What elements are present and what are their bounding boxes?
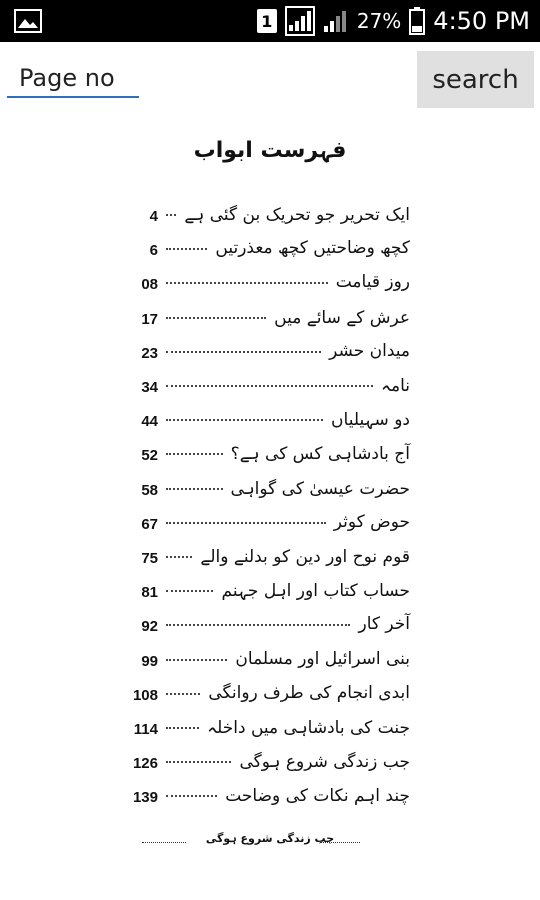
- toc-leader-dots: [166, 659, 227, 663]
- toc-entry[interactable]: [120, 683, 410, 709]
- toc-entry[interactable]: [120, 546, 410, 572]
- toc-entry[interactable]: [120, 409, 410, 435]
- toc-entry[interactable]: [120, 478, 410, 504]
- toc-leader-dots: [166, 385, 373, 389]
- toc-page-number: 52: [141, 447, 158, 465]
- toc-leader-dots: [166, 419, 323, 423]
- toc-entry[interactable]: [120, 751, 410, 777]
- toc-page-number: 92: [141, 618, 158, 636]
- toc-leader-dots: [166, 795, 217, 799]
- toc-entry-title: ابدی انجام کی طرف روانگی: [208, 682, 410, 703]
- toc-page-number: 108: [132, 686, 158, 704]
- toc-page-number: 4: [149, 208, 158, 225]
- toc-entry-title: چند اہم نکات کی وضاحت: [225, 786, 410, 807]
- toc-entry-title: نامہ: [381, 376, 410, 396]
- toc-page-number: 67: [141, 515, 158, 533]
- toc-entry[interactable]: [120, 443, 410, 469]
- toc-page-number: 81: [141, 584, 158, 602]
- toc-leader-dots: [166, 556, 192, 560]
- toc-entry-title: میدان حشر: [329, 340, 410, 361]
- toc-entry[interactable]: [120, 512, 410, 538]
- toc-page-number: 75: [141, 550, 158, 567]
- toc-entry-title: آج بادشاہی کس کی ہے؟: [230, 444, 410, 465]
- toc-leader-dots: [166, 488, 223, 492]
- toc-entry[interactable]: [120, 649, 410, 675]
- toc-entry-title: عرش کے سائے میں: [274, 307, 410, 328]
- search-bar: [0, 42, 540, 108]
- toc-leader-dots: [166, 624, 350, 628]
- toc-page-number: 6: [149, 242, 158, 260]
- toc-entry-title: جب زندگی شروع ہوگی: [239, 752, 410, 773]
- toc-leader-dots: [166, 693, 200, 697]
- toc-leader-dots: [166, 351, 321, 355]
- toc-entry[interactable]: [120, 272, 410, 298]
- toc-page-number: 17: [141, 310, 158, 328]
- status-icons: [257, 0, 530, 42]
- image-icon: [14, 9, 42, 33]
- battery-icon: [409, 7, 425, 35]
- footer-dash-right: [320, 842, 360, 844]
- battery-percent: 27%: [356, 9, 402, 33]
- toc-entry[interactable]: [120, 614, 410, 640]
- toc-entry-title: حساب کتاب اور اہل جہنم: [221, 581, 410, 602]
- toc-leader-dots: [166, 761, 231, 765]
- toc-page-number: 126: [132, 755, 158, 773]
- toc-leader-dots: [166, 248, 207, 252]
- toc-page-number: 23: [141, 344, 158, 362]
- toc-entry-title: روز قیامت: [335, 272, 410, 293]
- signal-icon-2: [323, 9, 349, 33]
- toc-page-number: 139: [132, 789, 158, 807]
- toc-entry-title: ایک تحریر جو تحریک بن گئی ہے: [184, 205, 410, 225]
- toc-page-number: 08: [141, 276, 158, 294]
- page-title: فہرست ابواب: [193, 138, 347, 163]
- table-of-contents-page: [0, 108, 540, 900]
- toc-entry-title: آخر کار: [358, 614, 410, 635]
- toc-entry[interactable]: [120, 375, 410, 401]
- page-number-input[interactable]: [7, 60, 139, 98]
- toc-leader-dots: [166, 727, 199, 731]
- toc-entry-title: حوض کوثر: [333, 511, 410, 532]
- footer-text: جب زندگی شروع ہوگی: [205, 832, 335, 845]
- toc-entry[interactable]: [120, 580, 410, 606]
- toc-entry-title: کچھ وضاحتیں کچھ معذرتیں: [215, 238, 410, 259]
- toc-leader-dots: [166, 282, 328, 286]
- search-button[interactable]: search: [417, 51, 534, 108]
- toc-entry[interactable]: [120, 238, 410, 264]
- signal-icon: [285, 6, 315, 36]
- toc-page-number: 114: [133, 721, 158, 738]
- toc-entry[interactable]: [120, 717, 410, 743]
- toc-page-number: 34: [141, 379, 158, 396]
- toc-leader-dots: [166, 453, 223, 457]
- toc-entry-title: بنی اسرائیل اور مسلمان: [235, 648, 410, 669]
- toc-leader-dots: [166, 522, 326, 526]
- toc-entry[interactable]: [120, 785, 410, 811]
- toc-leader-dots: [166, 590, 213, 594]
- status-bar: [0, 0, 540, 42]
- toc-entry-title: حضرت عیسیٰ کی گواہی: [230, 478, 410, 499]
- toc-page-number: 58: [141, 481, 158, 499]
- toc-entry[interactable]: [120, 307, 410, 333]
- toc-entry-title: قوم نوح اور دین کو بدلنے والے: [200, 547, 410, 567]
- toc-entry[interactable]: [120, 204, 410, 230]
- sim-icon: 1: [257, 9, 277, 33]
- page-footer: [0, 832, 540, 852]
- toc-leader-dots: [166, 317, 266, 321]
- toc-page-number: 99: [141, 652, 158, 670]
- toc-page-number: 44: [141, 413, 158, 431]
- toc-leader-dots: [166, 214, 176, 218]
- toc-entry[interactable]: [120, 341, 410, 367]
- toc-entry-title: جنت کی بادشاہی میں داخلہ: [207, 718, 410, 738]
- clock: 4:50 PM: [433, 7, 530, 35]
- toc-entry-title: دو سہیلیاں: [331, 410, 410, 431]
